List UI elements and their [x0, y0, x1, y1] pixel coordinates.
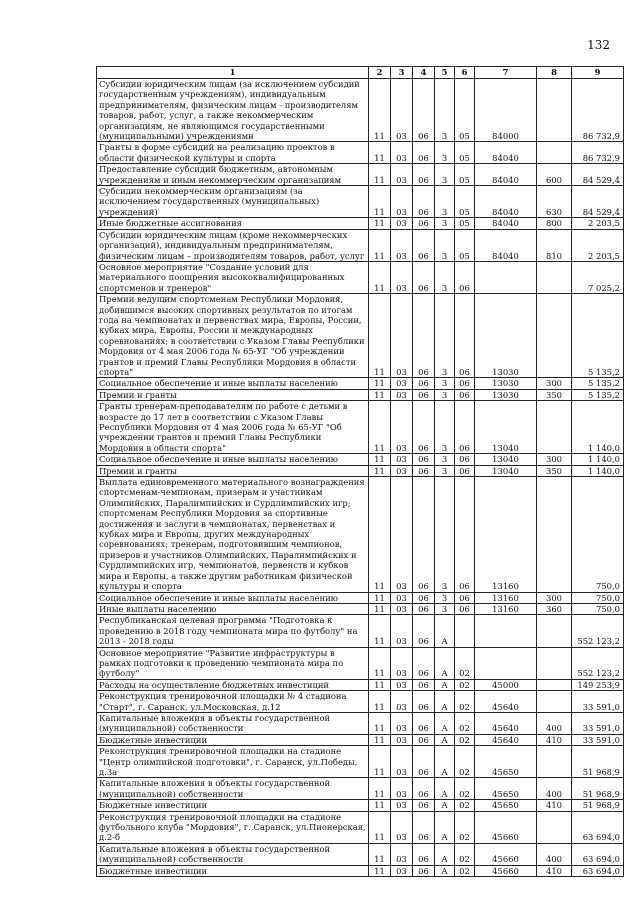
row-name-cell: Иные бюджетные ассигнования: [97, 218, 369, 229]
subprogram-code-cell: 3: [435, 229, 455, 261]
section-code-cell: 11: [369, 294, 391, 378]
header-cell: 6: [455, 67, 475, 79]
section-code-cell: 11: [369, 229, 391, 261]
amount-cell: 7 025,2: [572, 261, 624, 293]
expense-type-cell: [537, 261, 572, 293]
amount-cell: 1 140,0: [572, 465, 624, 476]
table-row: [97, 186, 624, 218]
program-code-cell: 06: [413, 603, 435, 614]
table-row: [97, 477, 624, 592]
direction-code-cell: 45650: [475, 778, 537, 800]
subsection-code-cell: 03: [391, 843, 413, 865]
event-code-cell: 02: [455, 746, 475, 778]
amount-cell: 51 968,9: [572, 778, 624, 800]
amount-cell: 63 694,0: [572, 865, 624, 876]
subprogram-code-cell: 3: [435, 218, 455, 229]
row-name-cell: Капитальные вложения в объекты государственной (муниципальной) собственности: [97, 712, 369, 734]
budget-table: [96, 66, 624, 877]
event-code-cell: 06: [455, 389, 475, 400]
table-row: [97, 843, 624, 865]
subprogram-code-cell: А: [435, 647, 455, 679]
program-code-cell: 06: [413, 712, 435, 734]
table-row: [97, 647, 624, 679]
row-name-cell: Расходы на осуществление бюджетных инвестиций: [97, 679, 369, 690]
subsection-code-cell: 03: [391, 477, 413, 592]
direction-code-cell: 13040: [475, 454, 537, 465]
expense-type-cell: 350: [537, 465, 572, 476]
program-code-cell: 06: [413, 477, 435, 592]
expense-type-cell: 350: [537, 389, 572, 400]
row-name-cell: Субсидии юридическим лицам (за исключением субсидий государственным учреждениям), индивидуальным предпринимателям, физическим лицам - производителям товаров, работ, услуг, а также некоммерческим организациям, не являющимся государственными (муниципальными) учреждениями: [97, 79, 369, 142]
expense-type-cell: 410: [537, 800, 572, 811]
expense-type-cell: [537, 679, 572, 690]
section-code-cell: 11: [369, 454, 391, 465]
direction-code-cell: 45660: [475, 865, 537, 876]
program-code-cell: 06: [413, 843, 435, 865]
table-row: [97, 261, 624, 293]
subsection-code-cell: 03: [391, 261, 413, 293]
event-code-cell: 05: [455, 79, 475, 142]
subprogram-code-cell: А: [435, 691, 455, 713]
event-code-cell: 05: [455, 229, 475, 261]
section-code-cell: 11: [369, 592, 391, 603]
program-code-cell: 06: [413, 378, 435, 389]
subsection-code-cell: 03: [391, 592, 413, 603]
row-name-cell: Премии и гранты: [97, 465, 369, 476]
amount-cell: 750,0: [572, 603, 624, 614]
event-code-cell: 02: [455, 712, 475, 734]
header-cell: 7: [475, 67, 537, 79]
subsection-code-cell: 03: [391, 142, 413, 164]
table-header-row: [97, 67, 624, 79]
subprogram-code-cell: А: [435, 746, 455, 778]
header-cell: 2: [369, 67, 391, 79]
subsection-code-cell: 03: [391, 691, 413, 713]
direction-code-cell: 84040: [475, 218, 537, 229]
program-code-cell: 06: [413, 454, 435, 465]
table-row: [97, 712, 624, 734]
program-code-cell: 06: [413, 865, 435, 876]
amount-cell: 51 968,9: [572, 800, 624, 811]
amount-cell: 5 135,2: [572, 389, 624, 400]
expense-type-cell: 360: [537, 603, 572, 614]
subprogram-code-cell: А: [435, 679, 455, 690]
subprogram-code-cell: 3: [435, 294, 455, 378]
event-code-cell: 02: [455, 778, 475, 800]
direction-code-cell: 13030: [475, 389, 537, 400]
table-row: [97, 691, 624, 713]
amount-cell: 149 253,9: [572, 679, 624, 690]
table-row: [97, 679, 624, 690]
subsection-code-cell: 03: [391, 389, 413, 400]
row-name-cell: Бюджетные инвестиции: [97, 865, 369, 876]
section-code-cell: 11: [369, 142, 391, 164]
amount-cell: 33 591,0: [572, 712, 624, 734]
expense-type-cell: 630: [537, 186, 572, 218]
amount-cell: 63 694,0: [572, 811, 624, 843]
direction-code-cell: 45000: [475, 679, 537, 690]
subprogram-code-cell: А: [435, 712, 455, 734]
amount-cell: 33 591,0: [572, 691, 624, 713]
direction-code-cell: 84040: [475, 229, 537, 261]
row-name-cell: Реконструкция тренировочной площадки № 4 стадиона "Старт", г. Саранск, ул.Московская, д.12: [97, 691, 369, 713]
row-name-cell: Основное мероприятие "Создание условий для материального поощрения высококвалифицированных спортсменов и тренеров": [97, 261, 369, 293]
header-cell: 9: [572, 67, 624, 79]
program-code-cell: 06: [413, 389, 435, 400]
table-row: [97, 218, 624, 229]
direction-code-cell: 13030: [475, 378, 537, 389]
row-name-cell: Выплата единовременного материального вознаграждения спортсменам-чемпионам, призерам и участникам Олимпийских, Паралимпийских и Сурдлимпийских игр; спортсменам Республики Мордовия за спортивные достижения и заслуги в чемпионатах, первенствах и кубках мира и Европы, других международных соревнованиях; тренерам, подготовившим чемпионов, призеров и участников Олимпийских, Паралимпийских и Сурдлимпийских игр, чемпионатов, первенств и кубков мира и Европы, а также другим работникам физической культуры и спорта: [97, 477, 369, 592]
program-code-cell: 06: [413, 592, 435, 603]
subsection-code-cell: 03: [391, 778, 413, 800]
event-code-cell: 02: [455, 865, 475, 876]
program-code-cell: 06: [413, 734, 435, 745]
table-row: [97, 378, 624, 389]
subsection-code-cell: 03: [391, 734, 413, 745]
direction-code-cell: [475, 261, 537, 293]
table-row: [97, 79, 624, 142]
subsection-code-cell: 03: [391, 164, 413, 186]
direction-code-cell: 84000: [475, 79, 537, 142]
direction-code-cell: 13160: [475, 592, 537, 603]
section-code-cell: 11: [369, 218, 391, 229]
header-cell: 1: [97, 67, 369, 79]
event-code-cell: 06: [455, 477, 475, 592]
row-name-cell: Иные выплаты населению: [97, 603, 369, 614]
subsection-code-cell: 03: [391, 865, 413, 876]
section-code-cell: 11: [369, 401, 391, 454]
event-code-cell: 05: [455, 142, 475, 164]
subprogram-code-cell: 3: [435, 164, 455, 186]
event-code-cell: 06: [455, 592, 475, 603]
subsection-code-cell: 03: [391, 401, 413, 454]
header-cell: 5: [435, 67, 455, 79]
subsection-code-cell: 03: [391, 465, 413, 476]
section-code-cell: 11: [369, 843, 391, 865]
section-code-cell: 11: [369, 261, 391, 293]
subsection-code-cell: 03: [391, 218, 413, 229]
event-code-cell: 02: [455, 811, 475, 843]
subsection-code-cell: 03: [391, 615, 413, 647]
event-code-cell: 06: [455, 454, 475, 465]
expense-type-cell: 410: [537, 734, 572, 745]
expense-type-cell: 300: [537, 454, 572, 465]
subprogram-code-cell: 3: [435, 79, 455, 142]
expense-type-cell: [537, 615, 572, 647]
section-code-cell: 11: [369, 811, 391, 843]
section-code-cell: 11: [369, 603, 391, 614]
expense-type-cell: [537, 142, 572, 164]
program-code-cell: 06: [413, 294, 435, 378]
table-body: [97, 79, 624, 877]
program-code-cell: 06: [413, 647, 435, 679]
row-name-cell: Республиканская целевая программа "Подготовка к проведению в 2018 году чемпионата мира по футболу" на 2013 - 2018 годы: [97, 615, 369, 647]
subprogram-code-cell: А: [435, 615, 455, 647]
subprogram-code-cell: 3: [435, 378, 455, 389]
event-code-cell: 06: [455, 401, 475, 454]
expense-type-cell: 400: [537, 843, 572, 865]
table-row: [97, 142, 624, 164]
subprogram-code-cell: 3: [435, 186, 455, 218]
section-code-cell: 11: [369, 778, 391, 800]
section-code-cell: 11: [369, 746, 391, 778]
event-code-cell: 05: [455, 186, 475, 218]
direction-code-cell: [475, 647, 537, 679]
amount-cell: 33 591,0: [572, 734, 624, 745]
subprogram-code-cell: А: [435, 865, 455, 876]
expense-type-cell: [537, 79, 572, 142]
section-code-cell: 11: [369, 679, 391, 690]
expense-type-cell: [537, 294, 572, 378]
row-name-cell: Субсидии юридическим лицам (кроме некоммерческих организаций), индивидуальным предпринимателям, физическим лицам – производителям товаров, работ, услуг: [97, 229, 369, 261]
row-name-cell: Премии ведущим спортсменам Республики Мордовия, добившимся высоких спортивных результатов по итогам года на чемпионатах и первенствах мира, Европы, России, кубках мира, Европы, России и международных соревнованиях; в соответствии с Указом Главы Республики Мордовия от 4 мая 2006 года № 65-УГ "Об учреждении грантов и премий Главы Республики Мордовия в области спорта": [97, 294, 369, 378]
expense-type-cell: 300: [537, 592, 572, 603]
direction-code-cell: 13030: [475, 294, 537, 378]
row-name-cell: Бюджетные инвестиции: [97, 800, 369, 811]
direction-code-cell: 84040: [475, 164, 537, 186]
section-code-cell: 11: [369, 389, 391, 400]
row-name-cell: Субсидии некоммерческим организациям (за исключением государственных (муниципальных) учреждений): [97, 186, 369, 218]
subprogram-code-cell: А: [435, 800, 455, 811]
event-code-cell: 02: [455, 843, 475, 865]
subsection-code-cell: 03: [391, 186, 413, 218]
section-code-cell: 11: [369, 477, 391, 592]
expense-type-cell: 600: [537, 164, 572, 186]
row-name-cell: Основное мероприятие "Развитие инфраструктуры в рамках подготовки к проведению чемпионата мира по футболу": [97, 647, 369, 679]
row-name-cell: Бюджетные инвестиции: [97, 734, 369, 745]
event-code-cell: 02: [455, 679, 475, 690]
program-code-cell: 06: [413, 465, 435, 476]
row-name-cell: Социальное обеспечение и иные выплаты населению: [97, 592, 369, 603]
expense-type-cell: 400: [537, 778, 572, 800]
expense-type-cell: [537, 811, 572, 843]
program-code-cell: 06: [413, 691, 435, 713]
table-row: [97, 800, 624, 811]
row-name-cell: Социальное обеспечение и иные выплаты населению: [97, 454, 369, 465]
program-code-cell: 06: [413, 218, 435, 229]
section-code-cell: 11: [369, 615, 391, 647]
row-name-cell: Капитальные вложения в объекты государственной (муниципальной) собственности: [97, 843, 369, 865]
subsection-code-cell: 03: [391, 229, 413, 261]
amount-cell: 1 140,0: [572, 454, 624, 465]
table-row: [97, 164, 624, 186]
subsection-code-cell: 03: [391, 294, 413, 378]
program-code-cell: 06: [413, 229, 435, 261]
table-row: [97, 294, 624, 378]
direction-code-cell: 84040: [475, 186, 537, 218]
section-code-cell: 11: [369, 800, 391, 811]
section-code-cell: 11: [369, 734, 391, 745]
subprogram-code-cell: 3: [435, 261, 455, 293]
event-code-cell: 02: [455, 734, 475, 745]
event-code-cell: 02: [455, 800, 475, 811]
program-code-cell: 06: [413, 800, 435, 811]
expense-type-cell: [537, 746, 572, 778]
row-name-cell: Реконструкция тренировочной площадки на стадионе "Центр олимпийской подготовки", г. Саранск, ул.Победы, д.3а: [97, 746, 369, 778]
table-row: [97, 778, 624, 800]
subsection-code-cell: 03: [391, 378, 413, 389]
table-row: [97, 734, 624, 745]
row-name-cell: Предоставление субсидий бюджетным, автономным учреждениям и иным некоммерческим организациям: [97, 164, 369, 186]
amount-cell: 51 968,9: [572, 746, 624, 778]
subsection-code-cell: 03: [391, 679, 413, 690]
subprogram-code-cell: 3: [435, 603, 455, 614]
direction-code-cell: 13040: [475, 465, 537, 476]
subprogram-code-cell: 3: [435, 142, 455, 164]
row-name-cell: Гранты тренерам-преподавателям по работе с детьми в возрасте до 17 лет в соответствии с Указом Главы Республики Мордовия от 4 мая 2006 года № 65-УГ "Об учреждении грантов и премий Главы Республики Мордовия в области спорта": [97, 401, 369, 454]
direction-code-cell: 45660: [475, 811, 537, 843]
amount-cell: 86 732,9: [572, 142, 624, 164]
direction-code-cell: 45660: [475, 843, 537, 865]
header-cell: 8: [537, 67, 572, 79]
expense-type-cell: 300: [537, 378, 572, 389]
subprogram-code-cell: 3: [435, 454, 455, 465]
direction-code-cell: 45640: [475, 691, 537, 713]
table-row: [97, 811, 624, 843]
row-name-cell: Гранты в форме субсидий на реализацию проектов в области физической культуры и спорта: [97, 142, 369, 164]
program-code-cell: 06: [413, 186, 435, 218]
amount-cell: 750,0: [572, 477, 624, 592]
subsection-code-cell: 03: [391, 800, 413, 811]
header-cell: 3: [391, 67, 413, 79]
table-row: [97, 603, 624, 614]
event-code-cell: [455, 615, 475, 647]
amount-cell: 2 203,5: [572, 218, 624, 229]
subprogram-code-cell: А: [435, 734, 455, 745]
event-code-cell: 05: [455, 164, 475, 186]
program-code-cell: 06: [413, 164, 435, 186]
expense-type-cell: 410: [537, 865, 572, 876]
table-row: [97, 454, 624, 465]
row-name-cell: Премии и гранты: [97, 389, 369, 400]
table-row: [97, 865, 624, 876]
row-name-cell: Капитальные вложения в объекты государственной (муниципальной) собственности: [97, 778, 369, 800]
subsection-code-cell: 03: [391, 454, 413, 465]
section-code-cell: 11: [369, 378, 391, 389]
subprogram-code-cell: А: [435, 843, 455, 865]
amount-cell: 5 135,2: [572, 294, 624, 378]
program-code-cell: 06: [413, 746, 435, 778]
event-code-cell: 06: [455, 378, 475, 389]
amount-cell: 86 732,9: [572, 79, 624, 142]
expense-type-cell: [537, 691, 572, 713]
table-row: [97, 401, 624, 454]
event-code-cell: 06: [455, 465, 475, 476]
subprogram-code-cell: 3: [435, 401, 455, 454]
section-code-cell: 11: [369, 186, 391, 218]
program-code-cell: 06: [413, 615, 435, 647]
subprogram-code-cell: А: [435, 778, 455, 800]
program-code-cell: 06: [413, 811, 435, 843]
event-code-cell: 06: [455, 261, 475, 293]
event-code-cell: 06: [455, 294, 475, 378]
table-row: [97, 229, 624, 261]
expense-type-cell: 810: [537, 229, 572, 261]
direction-code-cell: 13040: [475, 401, 537, 454]
expense-type-cell: [537, 401, 572, 454]
direction-code-cell: 45640: [475, 734, 537, 745]
table-row: [97, 746, 624, 778]
section-code-cell: 11: [369, 465, 391, 476]
table-row: [97, 389, 624, 400]
direction-code-cell: 45650: [475, 800, 537, 811]
amount-cell: 1 140,0: [572, 401, 624, 454]
table-row: [97, 615, 624, 647]
subprogram-code-cell: 3: [435, 592, 455, 603]
row-name-cell: Реконструкция тренировочной площадки на стадионе футбольного клуба "Мордовия", г. Саранск, ул.Пионерская, д.2-б: [97, 811, 369, 843]
section-code-cell: 11: [369, 865, 391, 876]
subprogram-code-cell: 3: [435, 465, 455, 476]
section-code-cell: 11: [369, 647, 391, 679]
amount-cell: 63 694,0: [572, 843, 624, 865]
subsection-code-cell: 03: [391, 746, 413, 778]
expense-type-cell: 800: [537, 218, 572, 229]
subsection-code-cell: 03: [391, 79, 413, 142]
program-code-cell: 06: [413, 261, 435, 293]
section-code-cell: 11: [369, 691, 391, 713]
program-code-cell: 06: [413, 79, 435, 142]
direction-code-cell: 84040: [475, 142, 537, 164]
amount-cell: 84 529,4: [572, 186, 624, 218]
subprogram-code-cell: 3: [435, 389, 455, 400]
table-row: [97, 592, 624, 603]
direction-code-cell: 45650: [475, 746, 537, 778]
program-code-cell: 06: [413, 679, 435, 690]
program-code-cell: 06: [413, 778, 435, 800]
section-code-cell: 11: [369, 79, 391, 142]
page-number: 132: [587, 38, 610, 52]
subsection-code-cell: 03: [391, 811, 413, 843]
amount-cell: 552 123,2: [572, 647, 624, 679]
amount-cell: 552 123,2: [572, 615, 624, 647]
subsection-code-cell: 03: [391, 603, 413, 614]
expense-type-cell: 400: [537, 712, 572, 734]
subsection-code-cell: 03: [391, 712, 413, 734]
section-code-cell: 11: [369, 712, 391, 734]
event-code-cell: 02: [455, 647, 475, 679]
subsection-code-cell: 03: [391, 647, 413, 679]
direction-code-cell: 13160: [475, 477, 537, 592]
program-code-cell: 06: [413, 401, 435, 454]
amount-cell: 84 529,4: [572, 164, 624, 186]
subprogram-code-cell: А: [435, 811, 455, 843]
amount-cell: 2 203,5: [572, 229, 624, 261]
table-row: [97, 465, 624, 476]
row-name-cell: Социальное обеспечение и иные выплаты населению: [97, 378, 369, 389]
section-code-cell: 11: [369, 164, 391, 186]
expense-type-cell: [537, 477, 572, 592]
direction-code-cell: [475, 615, 537, 647]
event-code-cell: 02: [455, 691, 475, 713]
event-code-cell: 06: [455, 603, 475, 614]
subprogram-code-cell: 3: [435, 477, 455, 592]
direction-code-cell: 45640: [475, 712, 537, 734]
expense-type-cell: [537, 647, 572, 679]
program-code-cell: 06: [413, 142, 435, 164]
amount-cell: 5 135,2: [572, 378, 624, 389]
amount-cell: 750,0: [572, 592, 624, 603]
event-code-cell: 05: [455, 218, 475, 229]
header-cell: 4: [413, 67, 435, 79]
direction-code-cell: 13160: [475, 603, 537, 614]
